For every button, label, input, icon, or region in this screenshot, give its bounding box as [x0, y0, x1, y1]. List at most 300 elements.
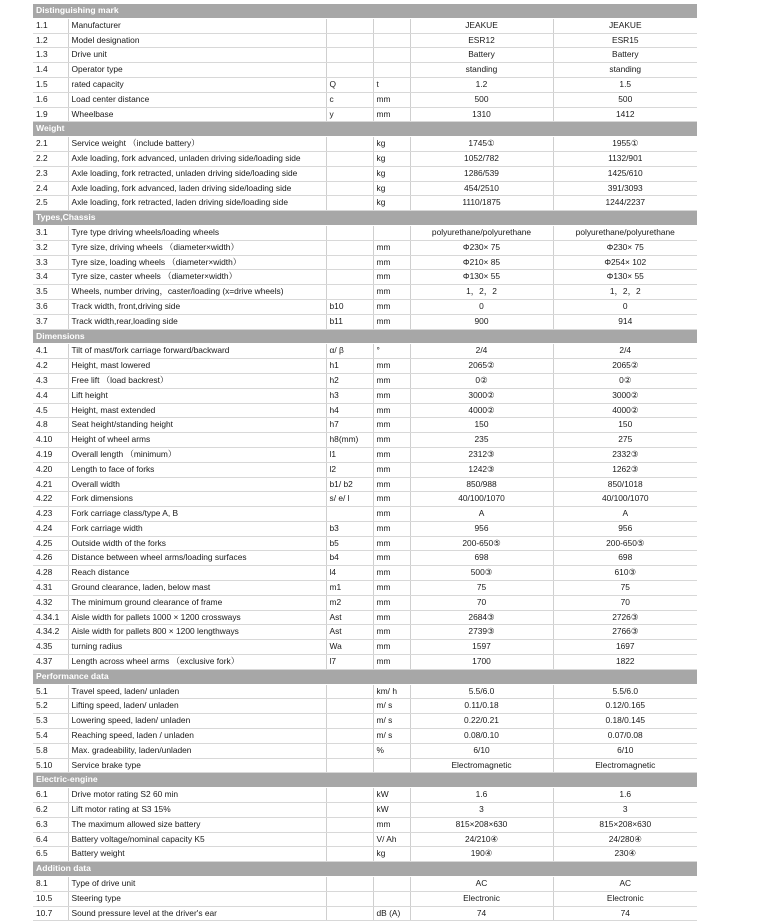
spec-number: 10.5	[33, 891, 68, 906]
spec-number: 4.26	[33, 551, 68, 566]
value-esr12: 150	[410, 418, 553, 433]
value-esr12: 6/10	[410, 743, 553, 758]
spec-number: 4.34.1	[33, 610, 68, 625]
spec-number: 3.2	[33, 240, 68, 255]
table-row	[33, 18, 697, 33]
table-row	[33, 536, 697, 551]
spec-name: The maximum allowed size battery	[68, 817, 326, 832]
table-row	[33, 92, 697, 107]
value-esr12: 1286/539	[410, 166, 553, 181]
value-esr15: 4000②	[553, 403, 697, 418]
table-row	[33, 832, 697, 847]
spec-name: Height, mast extended	[68, 403, 326, 418]
spec-symbol	[326, 743, 373, 758]
spec-unit: mm	[373, 655, 410, 670]
spec-symbol	[326, 906, 373, 921]
spec-name: Axle loading, fork advanced, unladen driving side/loading side	[68, 151, 326, 166]
spec-name: Outside width of the forks	[68, 536, 326, 551]
value-esr12: 2312③	[410, 447, 553, 462]
value-esr12: 815×208×630	[410, 817, 553, 832]
table-row	[33, 729, 697, 744]
spec-number: 3.6	[33, 299, 68, 314]
spec-number: 5.1	[33, 684, 68, 699]
value-esr12: 1745①	[410, 137, 553, 152]
value-esr15: 74	[553, 906, 697, 921]
spec-symbol	[326, 714, 373, 729]
section-title: Distinguishing mark	[33, 4, 697, 18]
spec-unit: mm	[373, 388, 410, 403]
spec-symbol: b3	[326, 521, 373, 536]
spec-unit: t	[373, 77, 410, 92]
spec-name: Lifting speed, laden/ unladen	[68, 699, 326, 714]
spec-unit: mm	[373, 447, 410, 462]
table-row	[33, 403, 697, 418]
section-header	[33, 329, 697, 344]
spec-number: 4.28	[33, 566, 68, 581]
table-row	[33, 906, 697, 921]
value-esr12: 3000②	[410, 388, 553, 403]
spec-number: 6.5	[33, 847, 68, 862]
spec-unit: mm	[373, 610, 410, 625]
value-esr12: 190④	[410, 847, 553, 862]
value-esr12: 2684③	[410, 610, 553, 625]
value-esr15: 1822	[553, 655, 697, 670]
spec-unit: kW	[373, 788, 410, 803]
spec-symbol: l1	[326, 447, 373, 462]
table-row	[33, 788, 697, 803]
spec-number: 3.7	[33, 314, 68, 329]
value-esr15: 0.07/0.08	[553, 729, 697, 744]
spec-number: 1.9	[33, 107, 68, 122]
value-esr15: 3	[553, 803, 697, 818]
value-esr12: 1310	[410, 107, 553, 122]
spec-name: rated capacity	[68, 77, 326, 92]
section-title: Types,Chassis	[33, 211, 697, 226]
table-row	[33, 447, 697, 462]
table-row	[33, 684, 697, 699]
spec-symbol	[326, 285, 373, 300]
table-row	[33, 181, 697, 196]
spec-name: Lift height	[68, 388, 326, 403]
spec-symbol: h1	[326, 359, 373, 374]
value-esr12: 0	[410, 299, 553, 314]
spec-number: 2.1	[33, 137, 68, 152]
value-esr12: 956	[410, 521, 553, 536]
spec-name: Axle loading, fork advanced, laden driving side/loading side	[68, 181, 326, 196]
value-esr15: Electronic	[553, 891, 697, 906]
table-row	[33, 743, 697, 758]
table-row	[33, 166, 697, 181]
spec-name: Load center distance	[68, 92, 326, 107]
table-row	[33, 758, 697, 773]
value-esr12: 75	[410, 581, 553, 596]
spec-number: 4.25	[33, 536, 68, 551]
value-esr15: 0②	[553, 373, 697, 388]
spec-number: 4.21	[33, 477, 68, 492]
table-row	[33, 418, 697, 433]
section-header	[33, 773, 697, 788]
spec-symbol: b11	[326, 314, 373, 329]
table-row	[33, 492, 697, 507]
value-esr12: 0.08/0.10	[410, 729, 553, 744]
value-esr15: 1132/901	[553, 151, 697, 166]
spec-unit: mm	[373, 92, 410, 107]
spec-symbol: l2	[326, 462, 373, 477]
spec-unit: m/ s	[373, 729, 410, 744]
section-title: Dimensions	[33, 329, 697, 344]
spec-unit: mm	[373, 255, 410, 270]
value-esr15: 698	[553, 551, 697, 566]
spec-number: 4.20	[33, 462, 68, 477]
value-esr12: Electromagnetic	[410, 758, 553, 773]
spec-symbol: Ast	[326, 625, 373, 640]
spec-symbol: b4	[326, 551, 373, 566]
value-esr12: 2/4	[410, 344, 553, 359]
spec-number: 4.35	[33, 640, 68, 655]
spec-name: Manufacturer	[68, 18, 326, 33]
spec-unit: m/ s	[373, 699, 410, 714]
spec-name: Wheels, number driving，caster/loading (x=drive wheels)	[68, 285, 326, 300]
table-row	[33, 551, 697, 566]
spec-symbol	[326, 225, 373, 240]
spec-name: Tyre size, caster wheels （diameter×width）	[68, 270, 326, 285]
spec-symbol	[326, 48, 373, 63]
value-esr12: 1597	[410, 640, 553, 655]
spec-symbol	[326, 877, 373, 892]
spec-name: The minimum ground clearance of frame	[68, 595, 326, 610]
spec-symbol	[326, 832, 373, 847]
spec-number: 1.4	[33, 63, 68, 78]
spec-unit: mm	[373, 314, 410, 329]
table-row	[33, 433, 697, 448]
value-esr12: 5.5/6.0	[410, 684, 553, 699]
spec-name: Aisle width for pallets 1000 × 1200 crossways	[68, 610, 326, 625]
value-esr15: A	[553, 507, 697, 522]
spec-name: Axle loading, fork retracted, laden driving side/loading side	[68, 196, 326, 211]
table-row	[33, 270, 697, 285]
spec-symbol	[326, 196, 373, 211]
spec-symbol: b5	[326, 536, 373, 551]
spec-unit	[373, 758, 410, 773]
spec-name: Type of drive unit	[68, 877, 326, 892]
spec-unit: mm	[373, 462, 410, 477]
spec-symbol	[326, 151, 373, 166]
section-title: Weight	[33, 122, 697, 137]
spec-symbol: Wa	[326, 640, 373, 655]
spec-name: Track width,rear,loading side	[68, 314, 326, 329]
spec-number: 4.8	[33, 418, 68, 433]
table-row	[33, 595, 697, 610]
value-esr12: polyurethane/polyurethane	[410, 225, 553, 240]
spec-symbol	[326, 699, 373, 714]
value-esr15: ESR15	[553, 33, 697, 48]
spec-unit: V/ Ah	[373, 832, 410, 847]
table-row	[33, 48, 697, 63]
spec-number: 4.10	[33, 433, 68, 448]
spec-unit: km/ h	[373, 684, 410, 699]
table-row	[33, 240, 697, 255]
spec-name: Reaching speed, laden / unladen	[68, 729, 326, 744]
value-esr15: 610③	[553, 566, 697, 581]
spec-symbol	[326, 33, 373, 48]
table-row	[33, 714, 697, 729]
spec-name: Service brake type	[68, 758, 326, 773]
value-esr15: 2332③	[553, 447, 697, 462]
value-esr15: 956	[553, 521, 697, 536]
spec-name: Wheelbase	[68, 107, 326, 122]
spec-unit	[373, 48, 410, 63]
spec-unit: mm	[373, 433, 410, 448]
spec-number: 5.2	[33, 699, 68, 714]
value-esr12: 1242③	[410, 462, 553, 477]
value-esr12: Battery	[410, 48, 553, 63]
spec-name: Aisle width for pallets 800 × 1200 lengthways	[68, 625, 326, 640]
spec-number: 6.4	[33, 832, 68, 847]
spec-unit: kg	[373, 196, 410, 211]
value-esr15: 230④	[553, 847, 697, 862]
spec-number: 4.1	[33, 344, 68, 359]
spec-name: Lift motor rating at S3 15%	[68, 803, 326, 818]
spec-name: Fork carriage class/type A, B	[68, 507, 326, 522]
table-row	[33, 847, 697, 862]
value-esr15: 2065②	[553, 359, 697, 374]
value-esr15: 0.18/0.145	[553, 714, 697, 729]
spec-unit: kg	[373, 847, 410, 862]
spec-name: Distance between wheel arms/loading surfaces	[68, 551, 326, 566]
value-esr12: 0.11/0.18	[410, 699, 553, 714]
spec-unit: dB (A)	[373, 906, 410, 921]
table-row	[33, 107, 697, 122]
spec-number: 5.10	[33, 758, 68, 773]
spec-unit: mm	[373, 507, 410, 522]
value-esr15: 2/4	[553, 344, 697, 359]
value-esr15: 200-650⑤	[553, 536, 697, 551]
value-esr15: 5.5/6.0	[553, 684, 697, 699]
spec-name: Seat height/standing height	[68, 418, 326, 433]
table-row	[33, 803, 697, 818]
spec-number: 2.4	[33, 181, 68, 196]
spec-symbol	[326, 63, 373, 78]
spec-name: Tyre size, driving wheels （diameter×width）	[68, 240, 326, 255]
spec-name: Battery voltage/nominal capacity K5	[68, 832, 326, 847]
value-esr12: 0②	[410, 373, 553, 388]
spec-symbol: Ast	[326, 610, 373, 625]
spec-symbol: b10	[326, 299, 373, 314]
table-row	[33, 359, 697, 374]
spec-number: 1.5	[33, 77, 68, 92]
spec-symbol	[326, 137, 373, 152]
table-row	[33, 373, 697, 388]
spec-number: 4.22	[33, 492, 68, 507]
value-esr15: 3000②	[553, 388, 697, 403]
spec-name: Lowering speed, laden/ unladen	[68, 714, 326, 729]
spec-unit: mm	[373, 240, 410, 255]
table-row	[33, 817, 697, 832]
value-esr15: standing	[553, 63, 697, 78]
spec-symbol: h8(mm)	[326, 433, 373, 448]
spec-name: Track width, front,driving side	[68, 299, 326, 314]
spec-unit	[373, 63, 410, 78]
spec-sheet	[33, 4, 697, 921]
spec-symbol: m1	[326, 581, 373, 596]
table-row	[33, 388, 697, 403]
spec-unit: kW	[373, 803, 410, 818]
spec-unit: %	[373, 743, 410, 758]
value-esr12: 4000②	[410, 403, 553, 418]
spec-unit: mm	[373, 107, 410, 122]
value-esr12: 70	[410, 595, 553, 610]
value-esr12: 1052/782	[410, 151, 553, 166]
spec-unit: mm	[373, 492, 410, 507]
spec-unit	[373, 891, 410, 906]
value-esr12: 74	[410, 906, 553, 921]
spec-number: 4.37	[33, 655, 68, 670]
spec-symbol	[326, 729, 373, 744]
spec-number: 2.5	[33, 196, 68, 211]
spec-unit: m/ s	[373, 714, 410, 729]
table-row	[33, 581, 697, 596]
value-esr12: 3	[410, 803, 553, 818]
spec-number: 4.19	[33, 447, 68, 462]
spec-unit: mm	[373, 285, 410, 300]
spec-number: 4.32	[33, 595, 68, 610]
spec-name: Max. gradeability, laden/unladen	[68, 743, 326, 758]
spec-unit	[373, 18, 410, 33]
table-row	[33, 151, 697, 166]
spec-name: Length across wheel arms （exclusive fork）	[68, 655, 326, 670]
spec-symbol	[326, 181, 373, 196]
spec-unit: kg	[373, 166, 410, 181]
spec-symbol: Q	[326, 77, 373, 92]
spec-symbol	[326, 255, 373, 270]
value-esr12: A	[410, 507, 553, 522]
table-row	[33, 299, 697, 314]
spec-name: Reach distance	[68, 566, 326, 581]
spec-name: turning radius	[68, 640, 326, 655]
value-esr15: AC	[553, 877, 697, 892]
spec-name: Fork dimensions	[68, 492, 326, 507]
spec-unit: mm	[373, 536, 410, 551]
table-row	[33, 77, 697, 92]
spec-name: Height of wheel arms	[68, 433, 326, 448]
spec-unit: mm	[373, 270, 410, 285]
spec-number: 4.3	[33, 373, 68, 388]
spec-symbol	[326, 166, 373, 181]
spec-number: 3.3	[33, 255, 68, 270]
spec-unit	[373, 225, 410, 240]
value-esr15: 40/100/1070	[553, 492, 697, 507]
value-esr12: 900	[410, 314, 553, 329]
spec-symbol: l7	[326, 655, 373, 670]
spec-symbol: y	[326, 107, 373, 122]
spec-symbol: l4	[326, 566, 373, 581]
section-title: Addition data	[33, 862, 697, 877]
spec-name: Height, mast lowered	[68, 359, 326, 374]
value-esr12: Φ130× 55	[410, 270, 553, 285]
spec-name: Sound pressure level at the driver's ear	[68, 906, 326, 921]
spec-number: 4.31	[33, 581, 68, 596]
spec-number: 1.1	[33, 18, 68, 33]
table-row	[33, 507, 697, 522]
value-esr12: 1700	[410, 655, 553, 670]
spec-symbol: b1/ b2	[326, 477, 373, 492]
spec-unit	[373, 33, 410, 48]
spec-unit: kg	[373, 181, 410, 196]
spec-number: 8.1	[33, 877, 68, 892]
value-esr15: 1262③	[553, 462, 697, 477]
spec-number: 1.2	[33, 33, 68, 48]
spec-number: 6.1	[33, 788, 68, 803]
spec-name: Steering type	[68, 891, 326, 906]
spec-unit	[373, 877, 410, 892]
spec-name: Overall length （minimum）	[68, 447, 326, 462]
spec-symbol: h4	[326, 403, 373, 418]
spec-unit: mm	[373, 373, 410, 388]
table-row	[33, 566, 697, 581]
value-esr12: 454/2510	[410, 181, 553, 196]
value-esr15: 75	[553, 581, 697, 596]
spec-number: 5.3	[33, 714, 68, 729]
spec-name: Drive motor rating S2 60 min	[68, 788, 326, 803]
spec-unit: mm	[373, 566, 410, 581]
value-esr15: 0	[553, 299, 697, 314]
value-esr12: 1，2，2	[410, 285, 553, 300]
spec-symbol: h7	[326, 418, 373, 433]
value-esr12: 235	[410, 433, 553, 448]
value-esr15: 1.5	[553, 77, 697, 92]
value-esr12: standing	[410, 63, 553, 78]
spec-name: Service weight （include battery）	[68, 137, 326, 152]
spec-symbol	[326, 847, 373, 862]
spec-number: 3.5	[33, 285, 68, 300]
spec-name: Overall width	[68, 477, 326, 492]
table-row	[33, 640, 697, 655]
spec-unit: mm	[373, 403, 410, 418]
spec-number: 1.6	[33, 92, 68, 107]
value-esr15: 24/280④	[553, 832, 697, 847]
value-esr15: polyurethane/polyurethane	[553, 225, 697, 240]
spec-symbol	[326, 270, 373, 285]
value-esr12: 24/210④	[410, 832, 553, 847]
spec-number: 1.3	[33, 48, 68, 63]
section-header	[33, 122, 697, 137]
table-row	[33, 521, 697, 536]
spec-unit: °	[373, 344, 410, 359]
specification-table	[33, 4, 697, 921]
value-esr12: 500③	[410, 566, 553, 581]
value-esr12: 40/100/1070	[410, 492, 553, 507]
spec-unit: mm	[373, 595, 410, 610]
section-header	[33, 669, 697, 684]
table-row	[33, 255, 697, 270]
table-row	[33, 225, 697, 240]
spec-name: Axle loading, fork retracted, unladen driving side/loading side	[68, 166, 326, 181]
value-esr12: 1.2	[410, 77, 553, 92]
value-esr15: Φ254× 102	[553, 255, 697, 270]
table-row	[33, 33, 697, 48]
footnote-strip	[33, 864, 697, 870]
spec-symbol: α/ β	[326, 344, 373, 359]
section-title: Performance data	[33, 669, 697, 684]
spec-symbol	[326, 240, 373, 255]
value-esr12: Φ230× 75	[410, 240, 553, 255]
spec-unit: mm	[373, 521, 410, 536]
table-row	[33, 655, 697, 670]
spec-number: 5.4	[33, 729, 68, 744]
value-esr12: ESR12	[410, 33, 553, 48]
value-esr12: 850/988	[410, 477, 553, 492]
table-row	[33, 63, 697, 78]
